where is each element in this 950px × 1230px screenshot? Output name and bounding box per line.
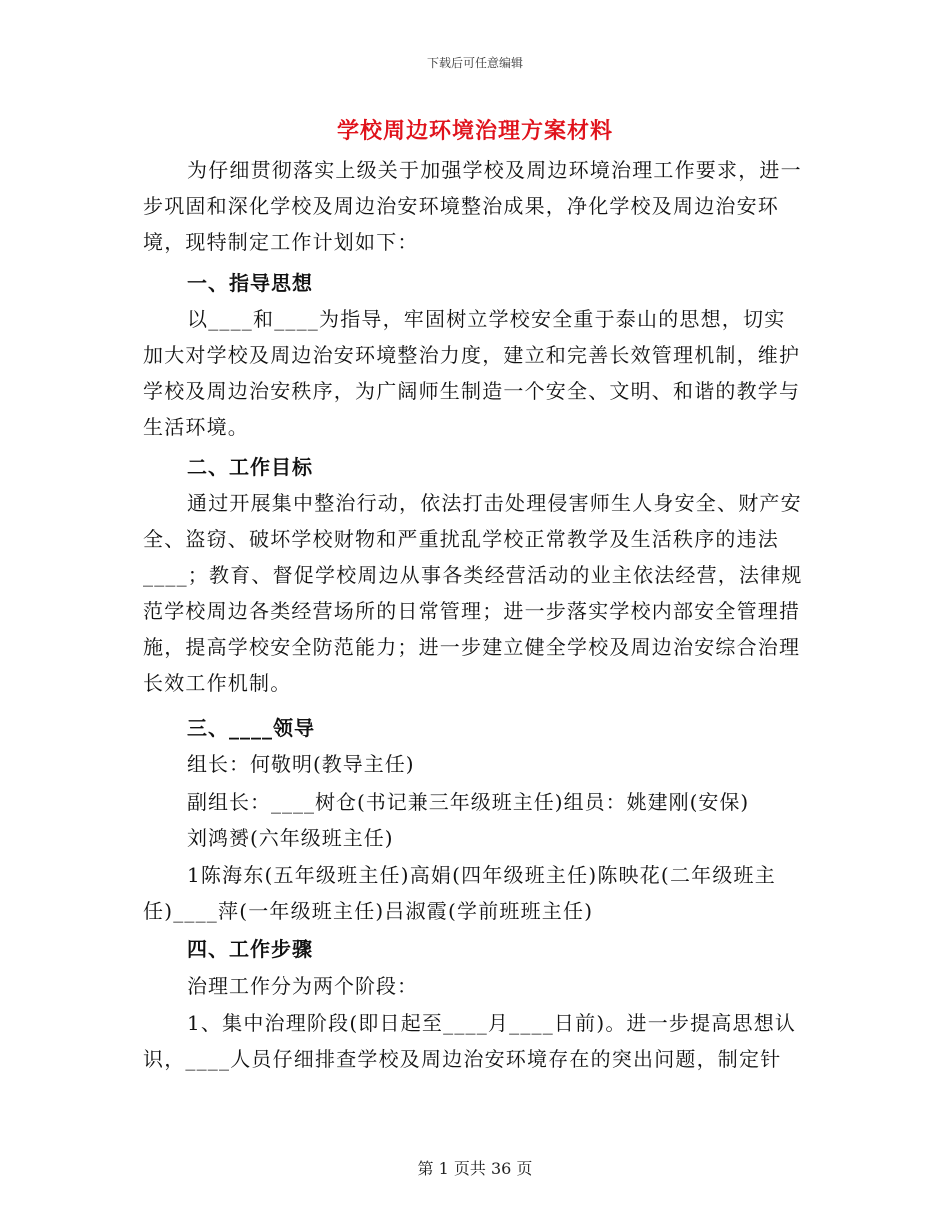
section-2-heading: 二、工作目标 <box>187 455 313 479</box>
members-paragraph: 1陈海东(五年级班主任)高娟(四年级班主任)陈映花(二年级班主任)____萍(一年级班主任)吕淑霞(学前班班主任) <box>143 863 776 923</box>
section-3-heading: 三、____领导 <box>187 716 315 740</box>
document-title: 学校周边环境治理方案材料 <box>336 118 613 144</box>
section-1-body: 以____和____为指导，牢固树立学校安全重于泰山的思想，切实加大对学校及周边治安环境整治力度，建立和完善长效管理机制，维护学校及周边治安秩序，为广阔师生制造一个安全、文明、和谐的教学与生活环境。 <box>143 307 801 439</box>
page-footer: 第 1 页共 36 页 <box>417 1159 533 1178</box>
stages-line: 治理工作分为两个阶段： <box>187 974 418 998</box>
stage-1-paragraph: 1、集中治理阶段(即日起至____月____日前)。进一步提高思想认识，____人员仔细排查学校及周边治安环境存在的突出问题，制定针 <box>143 1011 797 1071</box>
leader-line: 组长：何敬明(教导主任) <box>187 752 415 776</box>
deputy-leader-line: 副组长：____树仓(书记兼三年级班主任)组员：姚建刚(安保) <box>187 790 750 814</box>
member-line: 刘鸿赟(六年级班主任) <box>187 826 394 850</box>
intro-paragraph: 为仔细贯彻落实上级关于加强学校及周边环境治理工作要求，进一步巩固和深化学校及周边治安环境整治成果，净化学校及周边治安环境，现特制定工作计划如下： <box>143 158 802 254</box>
section-2-body: 通过开展集中整治行动，依法打击处理侵害师生人身安全、财产安全、盗窃、破坏学校财物和严重扰乱学校正常教学及生活秩序的违法____；教育、督促学校周边从事各类经营活动的业主依法经营，法律规范学校周边各类经营场所的日常管理；进一步落实学校内部安全管理措施，提高学校安全防范能力；进一步建立健全学校及周边治安综合治理长效工作机制。 <box>143 491 803 695</box>
section-1-heading: 一、指导思想 <box>187 271 313 295</box>
section-4-heading: 四、工作步骤 <box>187 937 313 961</box>
header-note: 下载后可任意编辑 <box>426 56 523 70</box>
